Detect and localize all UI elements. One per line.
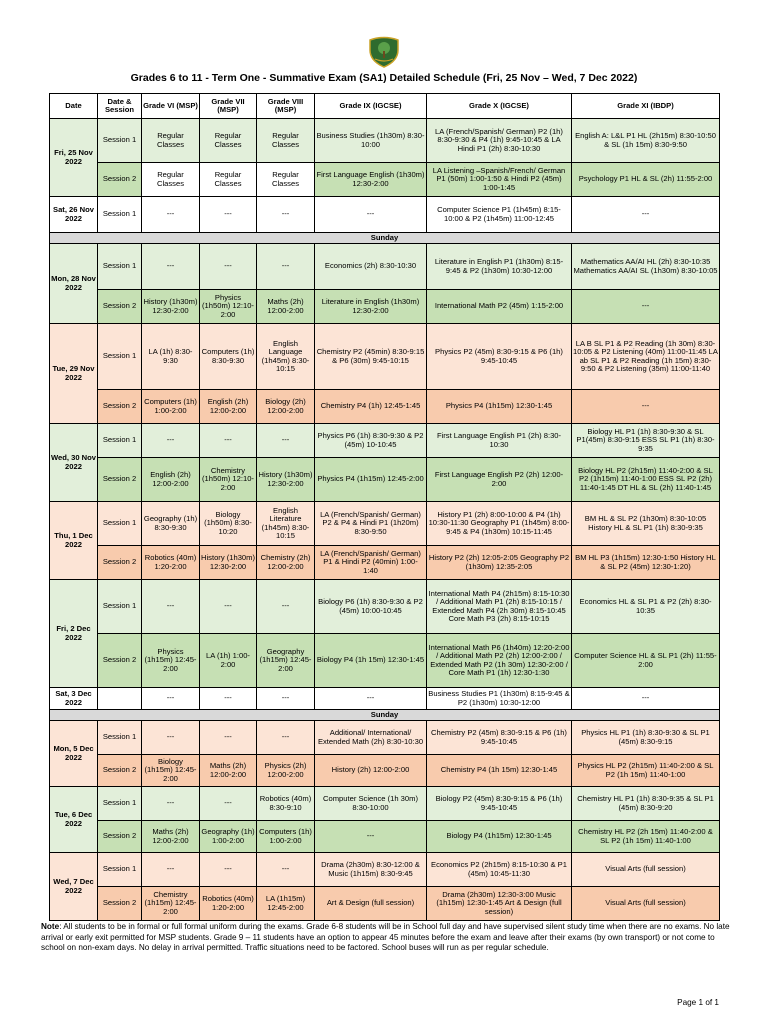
grade-7-cell: Biology (1h50m) 8:30-10:20 xyxy=(200,502,257,546)
grade-6-cell: Maths (2h) 12:00-2:00 xyxy=(142,821,200,853)
grade-10-cell: Chemistry P4 (1h 15m) 12:30-1:45 xyxy=(427,755,572,787)
grade-9-cell: Biology P6 (1h) 8:30-9:30 & P2 (45m) 10:00-10:45 xyxy=(315,580,427,634)
grade-8-cell: --- xyxy=(257,424,315,458)
table-row xyxy=(50,853,720,887)
grade-9-cell: LA (French/Spanish/ German) P1 & Hindi P2 (40min) 1:00-1:40 xyxy=(315,546,427,580)
grade-6-cell: --- xyxy=(142,244,200,290)
sunday-row xyxy=(50,710,720,721)
table-row xyxy=(50,324,720,390)
grade-10-cell: First Language English P2 (2h) 12:00-2:00 xyxy=(427,458,572,502)
grade-11-cell: Chemistry HL P2 (2h 15m) 11:40-2:00 & SL P2 (1h 15m) 11:40-1:00 xyxy=(572,821,720,853)
page-title: Grades 6 to 11 - Term One - Summative Exam (SA1) Detailed Schedule (Fri, 25 Nov – Wed, 7 Dec 2022) xyxy=(130,72,638,84)
grade-6-cell: --- xyxy=(142,721,200,755)
note-label: Note xyxy=(41,922,60,931)
grade-6-cell: --- xyxy=(142,853,200,887)
grade-11-cell: --- xyxy=(572,688,720,710)
session-cell: Session 2 xyxy=(98,163,142,197)
session-cell: Session 2 xyxy=(98,755,142,787)
grade-6-cell: Geography (1h) 8:30-9:30 xyxy=(142,502,200,546)
grade-10-cell: Chemistry P2 (45m) 8:30-9:15 & P6 (1h) 9:45-10:45 xyxy=(427,721,572,755)
table-row xyxy=(50,721,720,755)
grade-6-cell: --- xyxy=(142,580,200,634)
grade-6-cell: Regular Classes xyxy=(142,119,200,163)
grade-11-cell: --- xyxy=(572,290,720,324)
session-cell: Session 1 xyxy=(98,244,142,290)
grade-7-cell: --- xyxy=(200,688,257,710)
header-session: Date & Session xyxy=(98,94,142,119)
session-cell: Session 1 xyxy=(98,853,142,887)
grade-7-cell: --- xyxy=(200,853,257,887)
date-cell: Mon, 28 Nov 2022 xyxy=(50,244,98,324)
grade-10-cell: LA Listening –Spanish/French/ German P1 (50m) 1:00-1:50 & Hindi P2 (45m) 1:00-1:45 xyxy=(427,163,572,197)
grade-6-cell: Chemistry (1h15m) 12:45-2:00 xyxy=(142,887,200,921)
grade-10-cell: History P2 (2h) 12:05-2:05 Geography P2 (1h30m) 12:35-2:05 xyxy=(427,546,572,580)
grade-7-cell: Physics (1h50m) 12:10-2:00 xyxy=(200,290,257,324)
grade-11-cell: Psychology P1 HL & SL (2h) 11:55-2:00 xyxy=(572,163,720,197)
grade-11-cell: --- xyxy=(572,390,720,424)
grade-8-cell: Maths (2h) 12:00-2:00 xyxy=(257,290,315,324)
grade-9-cell: Physics P4 (1h15m) 12:45-2:00 xyxy=(315,458,427,502)
grade-6-cell: --- xyxy=(142,197,200,233)
grade-7-cell: --- xyxy=(200,787,257,821)
grade-9-cell: Additional/ International/ Extended Math (2h) 8:30-10:30 xyxy=(315,721,427,755)
grade-10-cell: International Math P6 (1h40m) 12:20-2:00 / Additional Math P2 (2h) 12:00-2:00 / Extended Math P2 (1h 30m) 12:30-2:00 / Core Math P1 (1h) 12:30-1:30 xyxy=(427,634,572,688)
table-row xyxy=(50,634,720,688)
grade-11-cell: BM HL & SL P2 (1h30m) 8:30-10:05 History HL & SL P1 (1h) 8:30-9:35 xyxy=(572,502,720,546)
grade-8-cell: Regular Classes xyxy=(257,119,315,163)
header-grade-11: Grade XI (IBDP) xyxy=(572,94,720,119)
grade-11-cell: Mathematics AA/AI HL (2h) 8:30-10:35 Mathematics AA/AI SL (1h30m) 8:30-10:05 xyxy=(572,244,720,290)
session-cell: Session 1 xyxy=(98,721,142,755)
grade-7-cell: Chemistry (1h50m) 12:10-2:00 xyxy=(200,458,257,502)
grade-10-cell: Biology P2 (45m) 8:30-9:15 & P6 (1h) 9:45-10:45 xyxy=(427,787,572,821)
grade-9-cell: Literature in English (1h30m) 12:30-2:00 xyxy=(315,290,427,324)
grade-9-cell: Chemistry P4 (1h) 12:45-1:45 xyxy=(315,390,427,424)
session-cell: Session 2 xyxy=(98,634,142,688)
grade-8-cell: LA (1h15m) 12:45-2:00 xyxy=(257,887,315,921)
table-row xyxy=(50,502,720,546)
grade-9-cell: --- xyxy=(315,197,427,233)
grade-6-cell: --- xyxy=(142,787,200,821)
grade-7-cell: --- xyxy=(200,197,257,233)
grade-8-cell: Biology (2h) 12:00-2:00 xyxy=(257,390,315,424)
table-row xyxy=(50,787,720,821)
date-cell: Wed, 30 Nov 2022 xyxy=(50,424,98,502)
table-header-row xyxy=(50,94,720,119)
grade-7-cell: Computers (1h) 8:30-9:30 xyxy=(200,324,257,390)
grade-9-cell: Chemistry P2 (45min) 8:30-9:15 & P6 (30m) 9:45-10:15 xyxy=(315,324,427,390)
session-cell: Session 1 xyxy=(98,119,142,163)
date-cell: Tue, 6 Dec 2022 xyxy=(50,787,98,853)
table-row xyxy=(50,390,720,424)
date-cell: Wed, 7 Dec 2022 xyxy=(50,853,98,921)
grade-6-cell: Regular Classes xyxy=(142,163,200,197)
session-cell: Session 2 xyxy=(98,458,142,502)
session-cell: Session 2 xyxy=(98,390,142,424)
grade-8-cell: History (1h30m) 12:30-2:00 xyxy=(257,458,315,502)
grade-11-cell: BM HL P3 (1h15m) 12:30-1:50 History HL & SL P2 (45m) 12:30-1:20) xyxy=(572,546,720,580)
date-cell: Sat, 3 Dec 2022 xyxy=(50,688,98,710)
grade-11-cell: Physics HL P1 (1h) 8:30-9:30 & SL P1 (45m) 8:30-9:15 xyxy=(572,721,720,755)
grade-8-cell: --- xyxy=(257,244,315,290)
grade-10-cell: Biology P4 (1h15m) 12:30-1:45 xyxy=(427,821,572,853)
session-cell: Session 1 xyxy=(98,424,142,458)
grade-9-cell: Business Studies (1h30m) 8:30-10:00 xyxy=(315,119,427,163)
grade-9-cell: History (2h) 12:00-2:00 xyxy=(315,755,427,787)
date-cell: Tue, 29 Nov 2022 xyxy=(50,324,98,424)
table-row xyxy=(50,821,720,853)
grade-8-cell: Computers (1h) 1:00-2:00 xyxy=(257,821,315,853)
table-row xyxy=(50,163,720,197)
grade-6-cell: History (1h30m) 12:30-2:00 xyxy=(142,290,200,324)
table-row xyxy=(50,290,720,324)
footnote xyxy=(41,922,731,954)
grade-7-cell: --- xyxy=(200,244,257,290)
date-cell: Mon, 5 Dec 2022 xyxy=(50,721,98,787)
grade-10-cell: History P1 (2h) 8:00-10:00 & P4 (1h) 10:30-11:30 Geography P1 (1h45m) 8:00-9:45 & P4 (1h30m) 10:15-11:45 xyxy=(427,502,572,546)
table-row xyxy=(50,424,720,458)
grade-6-cell: Biology (1h15m) 12:45-2:00 xyxy=(142,755,200,787)
session-cell: Session 1 xyxy=(98,580,142,634)
session-cell xyxy=(98,688,142,710)
grade-8-cell: Chemistry (2h) 12:00-2:00 xyxy=(257,546,315,580)
grade-7-cell: Robotics (40m) 1:20-2:00 xyxy=(200,887,257,921)
grade-9-cell: Computer Science (1h 30m) 8:30-10:00 xyxy=(315,787,427,821)
grade-7-cell: History (1h30m) 12:30-2:00 xyxy=(200,546,257,580)
header-grade-10: Grade X (IGCSE) xyxy=(427,94,572,119)
header-grade-6: Grade VI (MSP) xyxy=(142,94,200,119)
header-grade-7: Grade VII (MSP) xyxy=(200,94,257,119)
grade-10-cell: International Math P4 (2h15m) 8:15-10:30 / Additional Math P1 (2h) 8:15-10:15 / Extended Math P4 (2h 30m) 8:15-10:45 Core Math P3 (2h) 8:15-10:15 xyxy=(427,580,572,634)
grade-6-cell: --- xyxy=(142,688,200,710)
table-row xyxy=(50,119,720,163)
grade-9-cell: Art & Design (full session) xyxy=(315,887,427,921)
grade-7-cell: LA (1h) 1:00-2:00 xyxy=(200,634,257,688)
session-cell: Session 2 xyxy=(98,546,142,580)
grade-11-cell: Visual Arts (full session) xyxy=(572,853,720,887)
grade-9-cell: --- xyxy=(315,688,427,710)
grade-7-cell: Geography (1h) 1:00-2:00 xyxy=(200,821,257,853)
grade-8-cell: Physics (2h) 12:00-2:00 xyxy=(257,755,315,787)
table-row xyxy=(50,580,720,634)
grade-8-cell: English Language (1h45m) 8:30-10:15 xyxy=(257,324,315,390)
grade-6-cell: LA (1h) 8:30-9:30 xyxy=(142,324,200,390)
grade-11-cell: Economics HL & SL P1 & P2 (2h) 8:30-10:35 xyxy=(572,580,720,634)
header-grade-9: Grade IX (IGCSE) xyxy=(315,94,427,119)
grade-10-cell: Physics P2 (45m) 8:30-9:15 & P6 (1h) 9:45-10:45 xyxy=(427,324,572,390)
grade-10-cell: Literature in English P1 (1h30m) 8:15-9:45 & P2 (1h30m) 10:30-12:00 xyxy=(427,244,572,290)
grade-9-cell: First Language English (1h30m) 12:30-2:00 xyxy=(315,163,427,197)
sunday-row xyxy=(50,233,720,244)
grade-11-cell: Chemistry HL P1 (1h) 8:30-9:35 & SL P1 (45m) 8:30-9:20 xyxy=(572,787,720,821)
grade-6-cell: Computers (1h) 1:00-2:00 xyxy=(142,390,200,424)
page-number: Page 1 of 1 xyxy=(677,998,719,1007)
grade-10-cell: LA (French/Spanish/ German) P2 (1h) 8:30-9:30 & P4 (1h) 9:45-10:45 & LA Hindi P1 (2h) 8:30-10:30 xyxy=(427,119,572,163)
session-cell: Session 1 xyxy=(98,324,142,390)
session-cell: Session 1 xyxy=(98,197,142,233)
grade-8-cell: Geography (1h15m) 12:45-2:00 xyxy=(257,634,315,688)
grade-8-cell: Regular Classes xyxy=(257,163,315,197)
grade-7-cell: --- xyxy=(200,580,257,634)
table-row xyxy=(50,197,720,233)
sunday-label: Sunday xyxy=(50,233,720,244)
grade-9-cell: --- xyxy=(315,821,427,853)
grade-7-cell: --- xyxy=(200,721,257,755)
grade-6-cell: --- xyxy=(142,424,200,458)
grade-9-cell: Drama (2h30m) 8:30-12:00 & Music (1h15m) 8:30-9:45 xyxy=(315,853,427,887)
date-cell: Fri, 2 Dec 2022 xyxy=(50,580,98,688)
grade-11-cell: Biology HL P1 (1h) 8:30-9:30 & SL P1(45m) 8:30-9:15 ESS SL P1 (1h) 8:30-9:35 xyxy=(572,424,720,458)
session-cell: Session 2 xyxy=(98,821,142,853)
grade-9-cell: Biology P4 (1h 15m) 12:30-1:45 xyxy=(315,634,427,688)
grade-7-cell: Regular Classes xyxy=(200,119,257,163)
grade-11-cell: Biology HL P2 (2h15m) 11:40-2:00 & SL P2 (1h15m) 11:40-1:00 ESS SL P2 (2h) 11:40-1:45 DT HL & SL (2h) 11:40-1:45 xyxy=(572,458,720,502)
school-crest-logo xyxy=(367,34,401,68)
note-text: : All students to be in formal or full formal uniform during the exams. Grade 6-8 students will be in School full day and have supervised silent study time when there are no exams. No late arrival or early exit permitted for MSP students. Grade 9 – 11 students have an option to appear 45 minutes before the exam and leave after their exams (by own transport) or not come to school on non-exam days. No delay in arrival permitted. Traffic situations need to be factored. School buses will run as per regular schedule. xyxy=(41,922,730,953)
grade-6-cell: English (2h) 12:00-2:00 xyxy=(142,458,200,502)
grade-10-cell: Physics P4 (1h15m) 12:30-1:45 xyxy=(427,390,572,424)
grade-8-cell: --- xyxy=(257,197,315,233)
session-cell: Session 2 xyxy=(98,290,142,324)
grade-7-cell: Maths (2h) 12:00-2:00 xyxy=(200,755,257,787)
grade-9-cell: Economics (2h) 8:30-10:30 xyxy=(315,244,427,290)
table-row xyxy=(50,755,720,787)
table-row xyxy=(50,458,720,502)
exam-schedule-table xyxy=(49,93,720,921)
table-row xyxy=(50,688,720,710)
grade-11-cell: LA B SL P1 & P2 Reading (1h 30m) 8:30-10:05 & P2 Listening (40m) 11:00-11:45 LA ab SL P1 & P2 Reading (1h 15m) 8:30-9:50 & P2 Listening (35m) 11:00-11:40 xyxy=(572,324,720,390)
grade-8-cell: Robotics (40m) 8:30-9:10 xyxy=(257,787,315,821)
session-cell: Session 1 xyxy=(98,502,142,546)
grade-9-cell: LA (French/Spanish/ German) P2 & P4 & Hindi P1 (1h20m) 8:30-9:50 xyxy=(315,502,427,546)
header-grade-8: Grade VIII (MSP) xyxy=(257,94,315,119)
date-cell: Sat, 26 Nov 2022 xyxy=(50,197,98,233)
table-row xyxy=(50,887,720,921)
grade-7-cell: Regular Classes xyxy=(200,163,257,197)
grade-6-cell: Robotics (40m) 1:20-2:00 xyxy=(142,546,200,580)
table-row xyxy=(50,244,720,290)
grade-10-cell: First Language English P1 (2h) 8:30-10:30 xyxy=(427,424,572,458)
grade-10-cell: Drama (2h30m) 12:30-3:00 Music (1h15m) 12:30-1:45 Art & Design (full session) xyxy=(427,887,572,921)
grade-10-cell: International Math P2 (45m) 1:15-2:00 xyxy=(427,290,572,324)
grade-8-cell: --- xyxy=(257,721,315,755)
grade-6-cell: Physics (1h15m) 12:45-2:00 xyxy=(142,634,200,688)
table-row xyxy=(50,546,720,580)
grade-11-cell: --- xyxy=(572,197,720,233)
grade-11-cell: Visual Arts (full session) xyxy=(572,887,720,921)
grade-10-cell: Computer Science P1 (1h45m) 8:15-10:00 & P2 (1h45m) 11:00-12:45 xyxy=(427,197,572,233)
grade-8-cell: English Literature (1h45m) 8:30-10:15 xyxy=(257,502,315,546)
grade-11-cell: Computer Science HL & SL P1 (2h) 11:55-2:00 xyxy=(572,634,720,688)
grade-11-cell: English A: L&L P1 HL (2h15m) 8:30-10:50 & SL (1h 15m) 8:30-9:50 xyxy=(572,119,720,163)
grade-11-cell: Physics HL P2 (2h15m) 11:40-2:00 & SL P2 (1h 15m) 11:40-1:00 xyxy=(572,755,720,787)
header-date: Date xyxy=(50,94,98,119)
grade-8-cell: --- xyxy=(257,853,315,887)
sunday-label: Sunday xyxy=(50,710,720,721)
grade-9-cell: Physics P6 (1h) 8:30-9:30 & P2 (45m) 10-10:45 xyxy=(315,424,427,458)
grade-10-cell: Business Studies P1 (1h30m) 8:15-9:45 & P2 (1h30m) 10:30-12:00 xyxy=(427,688,572,710)
grade-10-cell: Economics P2 (2h15m) 8:15-10:30 & P1 (45m) 10:45-11:30 xyxy=(427,853,572,887)
grade-7-cell: English (2h) 12:00-2:00 xyxy=(200,390,257,424)
grade-7-cell: --- xyxy=(200,424,257,458)
session-cell: Session 2 xyxy=(98,887,142,921)
session-cell: Session 1 xyxy=(98,787,142,821)
date-cell: Thu, 1 Dec 2022 xyxy=(50,502,98,580)
grade-8-cell: --- xyxy=(257,688,315,710)
grade-8-cell: --- xyxy=(257,580,315,634)
date-cell: Fri, 25 Nov 2022 xyxy=(50,119,98,197)
